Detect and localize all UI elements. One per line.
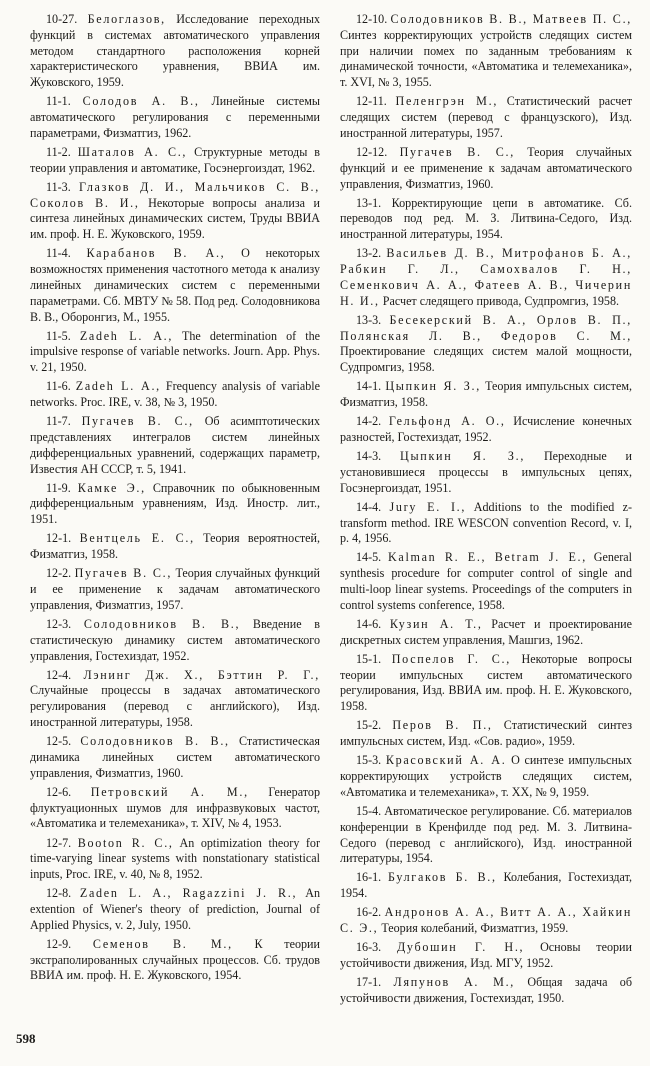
reference-text: Автоматическое регулирование. Сб. материалов конференции в Кренфилде под ред. М. З. Литвина-Седого (перевод с английского), Изд. иностранной литературы, 1954. xyxy=(340,803,632,866)
reference-number: 14-2. xyxy=(356,414,382,429)
reference-entry xyxy=(340,246,632,309)
reference-number: 15-1. xyxy=(356,651,382,666)
reference-number: 11-3. xyxy=(46,179,71,194)
reference-number: 11-9. xyxy=(46,480,71,495)
reference-number: 12-4. xyxy=(46,667,72,682)
reference-text: Линейные системы автоматического регулирования с переменными параметрами, Физматгиз, 1962. xyxy=(30,94,320,140)
reference-entry xyxy=(30,734,320,781)
reference-text: Статистический синтез импульсных систем, Изд. «Сов. радио», 1959. xyxy=(340,718,632,749)
reference-number: 11-6. xyxy=(46,379,71,394)
reference-number: 14-1. xyxy=(356,379,382,394)
reference-author: Kalman R. E., Betram J. E., xyxy=(387,550,587,565)
reference-author: Солодовников В. В., xyxy=(83,616,241,631)
reference-number: 14-4. xyxy=(356,499,382,514)
reference-author: Гельфонд А. О., xyxy=(388,414,506,429)
reference-entry xyxy=(30,94,320,141)
reference-entry xyxy=(30,12,320,91)
reference-author: Андронов А. А., Витт А. А., Хайкин С. Э., xyxy=(340,905,632,936)
right-column xyxy=(340,12,632,1010)
reference-author: Цыпкин Я. З., xyxy=(385,379,481,394)
reference-entry xyxy=(340,500,632,547)
page-number: 598 xyxy=(16,1031,36,1046)
reference-entry xyxy=(340,753,632,800)
reference-author: Booton R. C., xyxy=(77,835,174,850)
reference-text: Введение в статистическую динамику систем автоматического управления, Гостехиздат, 1952. xyxy=(30,616,321,663)
reference-author: Булгаков Б. В., xyxy=(388,870,497,885)
reference-entry xyxy=(30,379,320,411)
reference-author: Бесекерский В. А., Орлов В. П., Полянская Л. В., Федоров С. М., xyxy=(340,312,632,343)
reference-number: 15-3. xyxy=(356,753,382,768)
reference-number: 12-3. xyxy=(46,616,72,631)
reference-text: Справочник по обыкновенным дифференциальным уравнениям, Изд. Иностр. лит., 1951. xyxy=(30,480,321,527)
reference-entry xyxy=(30,785,320,832)
reference-author: Ляпунов А. М., xyxy=(393,975,516,990)
reference-number: 17-1. xyxy=(356,975,382,990)
reference-number: 11-4. xyxy=(46,246,71,261)
reference-text: Некоторые вопросы анализа и синтеза линейных динамических систем, Труды ВВИА им. проф. Н. Е. Жуковского, 1959. xyxy=(30,195,320,242)
reference-author: Лэнинг Дж. Х., Бэттин Р. Г., xyxy=(83,667,320,682)
reference-author: Вентцель Е. С., xyxy=(79,531,195,546)
reference-author: Красовский А. А. xyxy=(385,753,507,768)
reference-entry xyxy=(340,12,632,91)
reference-number: 13-1. xyxy=(356,195,382,210)
reference-number: 12-2. xyxy=(46,566,72,581)
reference-author: Петровский А. М., xyxy=(90,784,249,799)
reference-number: 13-3. xyxy=(356,312,382,327)
reference-author: Васильев Д. В., Митрофанов Б. А., Рабкин Г. Л., Самохвалов Г. Н., Семенкович А. А., Фатеев А. В., Чичерин Н. И., xyxy=(340,246,632,308)
reference-author: Перов В. П., xyxy=(392,718,493,733)
reference-text: Расчет следящего привода, Судпромгиз, 1958. xyxy=(382,293,620,308)
reference-author: Цыпкин Я. З., xyxy=(400,449,526,464)
reference-entry xyxy=(340,652,632,715)
reference-entry xyxy=(30,836,320,883)
reference-number: 10-27. xyxy=(46,12,78,26)
reference-author: Пугачев В. С., xyxy=(399,144,515,159)
reference-number: 12-9. xyxy=(46,936,72,951)
reference-text: An optimization theory for time-varying linear systems with nonstationary statistical inputs, Proc. IRE, v. 40, № 8, 1952. xyxy=(30,835,321,882)
reference-entry xyxy=(340,617,632,649)
reference-entry xyxy=(30,531,320,563)
reference-author: Белоглазов, xyxy=(87,12,166,26)
reference-text: О некоторых возможностях применения частотного метода к анализу линейных динамических систем с переменными параметрами. Сб. МВТУ № 58. Под ред. Солодовникова В. В., Оборонгиз, М., 1955. xyxy=(30,246,321,324)
reference-number: 15-2. xyxy=(356,718,382,733)
reference-entry xyxy=(340,145,632,192)
reference-number: 12-6. xyxy=(46,784,72,799)
reference-number: 12-12. xyxy=(356,144,388,159)
reference-author: Солодов А. В., xyxy=(82,94,200,109)
reference-author: Семенов В. М., xyxy=(92,936,233,951)
reference-author: Солодовников В. В., Матвеев П. С., xyxy=(390,12,632,26)
reference-entry xyxy=(30,481,320,528)
reference-text: The determination of the impulsive response of variable networks. Journ. App. Phys. v. 21, 1950. xyxy=(30,328,321,375)
reference-text: Теория вероятностей, Физматгиз, 1958. xyxy=(30,531,320,562)
reference-number: 11-5. xyxy=(46,328,71,343)
reference-entry xyxy=(340,870,632,902)
reference-text: Исчисление конечных разностей, Гостехиздат, 1952. xyxy=(340,414,632,444)
reference-text: Синтез корректирующих устройств следящих систем при наличии помех по заданным требованиям к динамической точности, «Автоматика и телемеханика», т. XVI, № 3, 1955. xyxy=(340,27,632,90)
reference-entry xyxy=(30,329,320,376)
reference-text: Переходные и установившиеся процессы в импульсных цепях, Госэнергоиздат, 1951. xyxy=(340,449,633,495)
reference-author: Дубошин Г. Н., xyxy=(396,940,525,955)
reference-number: 12-7. xyxy=(46,835,72,850)
reference-entry xyxy=(30,886,320,933)
reference-number: 16-2. xyxy=(356,905,382,920)
reference-author: Zadeh L. A., xyxy=(79,328,174,343)
reference-entry xyxy=(340,550,632,613)
reference-author: Глазков Д. И., Мальчиков С. В., Соколов В. И., xyxy=(30,179,320,210)
reference-number: 11-1. xyxy=(46,94,71,109)
reference-text: Корректирующие цепи в автоматике. Сб. переводов под ред. М. З. Литвина-Седого, Изд. иностранной литературы, 1954. xyxy=(340,195,632,242)
reference-number: 12-11. xyxy=(356,94,387,109)
reference-entry xyxy=(340,804,632,867)
reference-author: Камке Э., xyxy=(77,480,146,495)
reference-author: Zadeh L. A., xyxy=(75,379,161,394)
reference-text: Некоторые вопросы теории импульсных систем автоматического регулирования, Изд. ВВИА им. проф. Н. Е. Жуковского, 1958. xyxy=(340,651,632,714)
reference-entry xyxy=(30,145,320,177)
reference-entry xyxy=(30,668,320,731)
reference-text: Колебания, Гостехиздат, 1954. xyxy=(340,870,632,901)
reference-text: О синтезе импульсных корректирующих устройств следящих систем, «Автоматика и телемеханика», т. XX, № 9, 1959. xyxy=(340,753,633,799)
reference-author: Шаталов А. С., xyxy=(77,144,188,159)
reference-text: Additions to the modified z-transform method. IRE WESCON convention Record, v. I, p. 4, 1956. xyxy=(340,499,633,546)
reference-entry xyxy=(340,449,632,496)
reference-entry xyxy=(340,905,632,937)
reference-text: Статистический расчет следящих систем (перевод с французского), Изд. иностранной литературы, 1957. xyxy=(340,94,633,140)
reference-text: Статистическая динамика линейных систем автоматического управления, Физматгиз, 1960. xyxy=(30,734,320,780)
reference-author: Карабанов В. А., xyxy=(86,246,226,261)
reference-text: An extention of Wiener's theory of prediction, Journal of Applied Physics, v. 2, July, 1950. xyxy=(30,886,321,932)
reference-number: 14-6. xyxy=(356,616,382,631)
reference-entry xyxy=(340,379,632,411)
reference-number: 12-10. xyxy=(356,12,388,26)
reference-text: Исследование переходных функций в системах автоматического управления методом стандартного расположения корней характеристического уравнения, ВВИА им. Жуковского, 1959. xyxy=(30,12,320,90)
left-column xyxy=(30,12,320,988)
reference-number: 12-8. xyxy=(46,886,72,901)
reference-text: Структурные методы в теории управления и автоматике, Госэнергоиздат, 1962. xyxy=(30,144,320,175)
reference-entry xyxy=(340,414,632,446)
reference-text: Расчет и проектирование дискретных систем управления, Машгиз, 1962. xyxy=(340,616,633,647)
reference-entry xyxy=(340,940,632,972)
reference-text: Случайные процессы в задачах автоматического регулирования (перевод с английского), Изд. иностранной литературы, 1958. xyxy=(30,683,320,730)
reference-text: Генератор флуктуационных шумов для инфразвуковых частот, «Автоматика и телемеханика», т. XIV, № 4, 1953. xyxy=(30,784,320,831)
reference-number: 16-3. xyxy=(356,940,382,955)
reference-entry xyxy=(30,180,320,243)
reference-entry xyxy=(30,414,320,477)
reference-number: 15-4. xyxy=(356,803,382,818)
reference-number: 11-7. xyxy=(46,414,71,429)
reference-number: 13-2. xyxy=(356,246,382,261)
reference-author: Zaden L. A., Ragazzini J. R., xyxy=(79,886,298,901)
reference-author: Пеленгрэн М., xyxy=(395,94,499,109)
reference-text: Теория колебаний, Физматгиз, 1959. xyxy=(381,921,569,936)
reference-author: Пугачев В. С., xyxy=(74,566,173,581)
reference-text: К теории экстраполированных случайных процессов. Сб. трудов ВВИА им. проф. Н. Е. Жуковского, 1954. xyxy=(30,936,320,983)
reference-entry xyxy=(340,94,632,141)
reference-text: Проектирование следящих систем малой мощности, Судпромгиз, 1958. xyxy=(340,344,632,375)
reference-entry xyxy=(30,246,320,325)
reference-text: General synthesis procedure for computer control of single and multi-loop linear systems. Proceedings of the computers in control systems conference, 1958. xyxy=(340,550,632,612)
reference-entry xyxy=(30,617,320,664)
reference-entry xyxy=(340,196,632,243)
reference-entry xyxy=(340,313,632,376)
reference-number: 12-1. xyxy=(46,531,72,546)
reference-author: Кузин А. Т., xyxy=(389,616,483,631)
reference-text: Теория случайных функций и ее применение к задачам автоматического управления, Физматгиз, 1960. xyxy=(340,144,633,191)
reference-number: 11-2. xyxy=(46,144,71,159)
reference-number: 14-3. xyxy=(356,449,382,464)
reference-entry xyxy=(340,975,632,1007)
reference-text: Основы теории устойчивости движения, Изд. МГУ, 1952. xyxy=(340,940,632,970)
reference-text: Теория импульсных систем, Физматгиз, 1958. xyxy=(340,379,632,410)
reference-number: 16-1. xyxy=(356,870,382,885)
reference-author: Поспелов Г. С., xyxy=(391,651,511,666)
reference-text: Frequency analysis of variable networks. Proc. IRE, v. 38, № 3, 1950. xyxy=(30,379,320,410)
reference-number: 12-5. xyxy=(46,734,72,749)
reference-entry xyxy=(30,937,320,984)
reference-text: Теория случайных функций и ее применение к задачам автоматического управления, Физматгиз, 1957. xyxy=(30,566,320,612)
reference-author: Солодовников В. В., xyxy=(80,734,230,749)
reference-entry xyxy=(340,718,632,750)
reference-entry xyxy=(30,566,320,613)
reference-text: Об асимптотических представлениях интегралов систем линейных дифференциальных уравнений, содержащих параметр, Известия АН СССР, т. 5, 1941. xyxy=(30,414,320,476)
reference-author: Пугачев В. С., xyxy=(81,414,194,429)
reference-text: Общая задача об устойчивости движения, Гостехиздат, 1950. xyxy=(340,975,632,1005)
reference-number: 14-5. xyxy=(356,550,382,565)
reference-author: Jury E. I., xyxy=(389,499,467,514)
